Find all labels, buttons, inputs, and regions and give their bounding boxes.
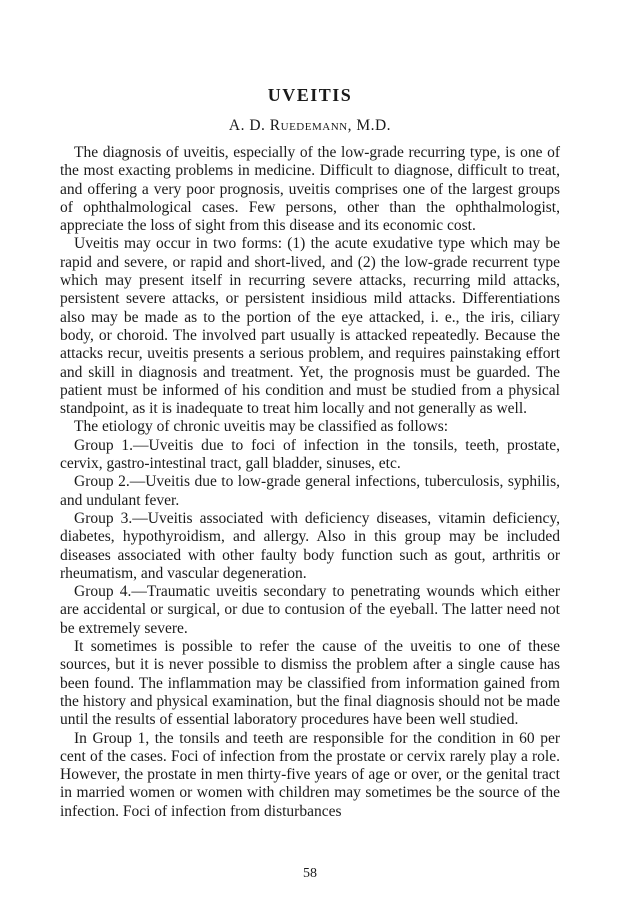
paragraph: It sometimes is possible to refer the cause of the uveitis to one of these sources, but it is never possible to dismiss the problem after a single cause has been found. The inflammation may be classified from information gained from the history and physical examination, but the final diagnosis should not be made until the results of essential laboratory procedures have been well studied.	[60, 638, 560, 729]
paragraph: Group 3.—Uveitis associated with deficiency diseases, vitamin deficiency, diabetes, hypothyroidism, and allergy. Also in this group may be included diseases associated with other faulty body function such as gout, arthritis or rheumatism, and vascular degeneration.	[60, 509, 560, 582]
paragraph: The diagnosis of uveitis, especially of the low-grade recurring type, is one of the most exacting problems in medicine. Difficult to diagnose, difficult to treat, and offering a very poor prognosis, uveitis comprises one of the largest groups of ophthalmological cases. Few persons, other than the ophthalmologist, appreciate the loss of sight from this disease and its economic cost.	[60, 144, 560, 235]
article	[60, 84, 560, 821]
paragraph: Uveitis may occur in two forms: (1) the acute exudative type which may be rapid and severe, or rapid and short-lived, and (2) the low-grade recurrent type which may present itself in recurring severe attacks, recurring mild attacks, persistent severe attacks, or persistent insidious mild attacks. Differentiations also may be made as to the portion of the eye attacked, i. e., the iris, ciliary body, or choroid. The involved part usually is attacked repeatedly. Because the attacks recur, uveitis presents a serious problem, and requires painstaking effort and skill in diagnosis and treatment. Yet, the prognosis must be guarded. The patient must be informed of his condition and must be studied from a physical standpoint, as it is inadequate to treat him locally and not generally as well.	[60, 235, 560, 418]
paragraph: In Group 1, the tonsils and teeth are responsible for the condition in 60 per cent of the cases. Foci of infection from the prostate or cervix rarely play a role. However, the prostate in men thirty-five years of age or over, or the genital tract in married women or women with children may sometimes be the source of the infection. Foci of infection from disturbances	[60, 729, 560, 820]
page-number: 58	[303, 866, 317, 881]
article-author	[60, 116, 560, 136]
author-name: A. D. Ruedemann, M.D.	[228, 117, 392, 134]
paragraph: Group 1.—Uveitis due to foci of infection in the tonsils, teeth, prostate, cervix, gastro-intestinal tract, gall bladder, sinuses, etc.	[60, 436, 560, 473]
article-title: UVEITIS	[267, 85, 353, 105]
article-body	[60, 144, 560, 821]
paragraph: Group 2.—Uveitis due to low-grade general infections, tuberculosis, syphilis, and undulant fever.	[60, 473, 560, 509]
paragraph: The etiology of chronic uveitis may be classified as follows:	[74, 418, 449, 436]
paragraph: Group 4.—Traumatic uveitis secondary to penetrating wounds which either are accidental or surgical, or due to contusion of the eyeball. The latter need not be extremely severe.	[60, 583, 560, 637]
